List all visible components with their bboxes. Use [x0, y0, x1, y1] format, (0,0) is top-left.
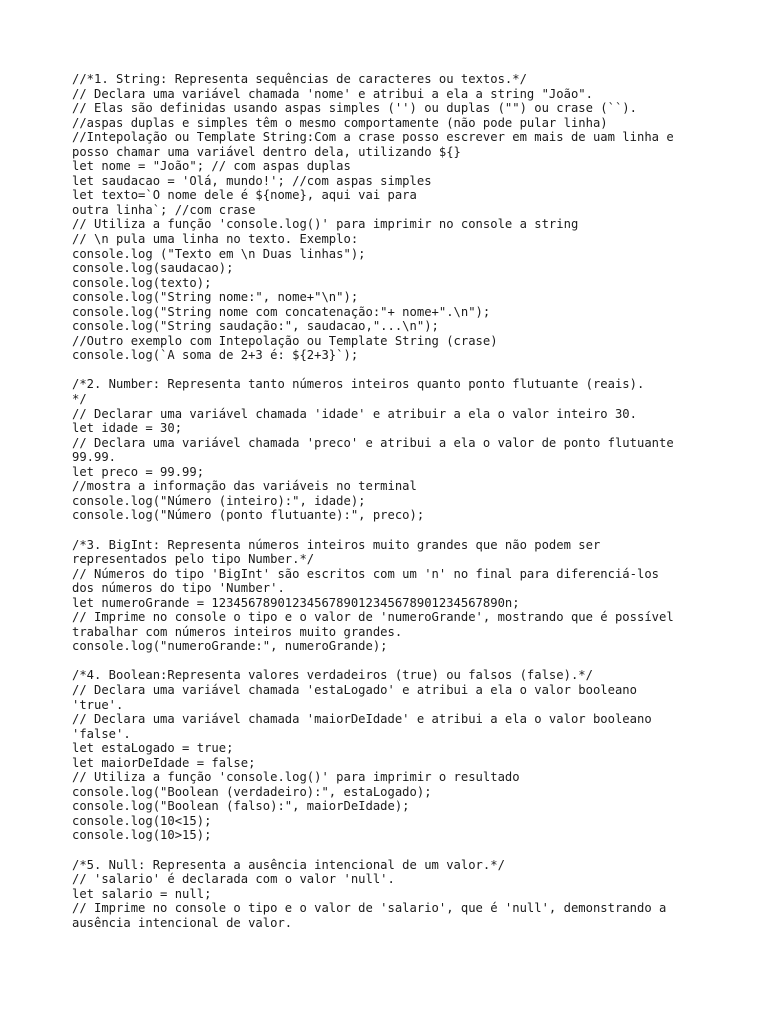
code-line: //mostra a informação das variáveis no terminal	[72, 479, 417, 494]
code-line: console.log(saudacao);	[72, 261, 234, 276]
code-line: let nome = "João"; // com aspas duplas	[72, 159, 351, 174]
code-line: console.log("Número (inteiro):", idade);	[72, 493, 366, 508]
code-line: 'true'.	[72, 697, 124, 712]
code-line: //aspas duplas e simples têm o mesmo comportamente (não pode pular linha)	[72, 115, 608, 130]
code-line: console.log(`A soma de 2+3 é: ${2+3}`);	[72, 348, 359, 363]
code-line: /*5. Null: Representa a ausência intencional de um valor.*/	[72, 857, 505, 872]
code-line: console.log ("Texto em \n Duas linhas");	[72, 246, 366, 261]
code-line: let maiorDeIdade = false;	[72, 755, 256, 770]
code-line: /*4. Boolean:Representa valores verdadeiros (true) ou falsos (false).*/	[72, 668, 593, 683]
code-line: // \n pula uma linha no texto. Exemplo:	[72, 232, 359, 247]
code-line: // Declarar uma variável chamada 'idade' e atribuir a ela o valor inteiro 30.	[72, 406, 637, 421]
code-line: let estaLogado = true;	[72, 741, 234, 756]
code-line: console.log("String nome com concatenação:"+ nome+".\n");	[72, 304, 491, 319]
code-line: console.log("String saudação:", saudacao,"...\n");	[72, 319, 439, 334]
code-line: let texto=`O nome dele é ${nome}, aqui vai para	[72, 188, 417, 203]
code-line: /*2. Number: Representa tanto números inteiros quanto ponto flutuante (reais).	[72, 377, 645, 392]
code-line: console.log("numeroGrande:", numeroGrande);	[72, 639, 388, 654]
section-string	[72, 72, 702, 363]
code-line: console.log("Boolean (verdadeiro):", estaLogado);	[72, 784, 432, 799]
code-line: let saudacao = 'Olá, mundo!'; //com aspas simples	[72, 173, 432, 188]
code-line: let salario = null;	[72, 886, 212, 901]
code-line: console.log(texto);	[72, 275, 212, 290]
section-null	[72, 858, 702, 931]
code-line: posso chamar uma variável dentro dela, utilizando ${}	[72, 144, 461, 159]
code-line: let preco = 99.99;	[72, 464, 205, 479]
code-line: console.log(10<15);	[72, 813, 212, 828]
code-line: 'false'.	[72, 726, 131, 741]
code-line: console.log("String nome:", nome+"\n");	[72, 290, 359, 305]
code-line: // Imprime no console o tipo e o valor de 'salario', que é 'null', demonstrando a	[72, 901, 667, 916]
section-boolean	[72, 668, 702, 843]
code-line: ausência intencional de valor.	[72, 915, 293, 930]
code-line: // Declara uma variável chamada 'maiorDeIdade' e atribui a ela o valor booleano	[72, 712, 652, 727]
code-line: trabalhar com números inteiros muito grandes.	[72, 624, 403, 639]
code-line: // Utiliza a função 'console.log()' para imprimir no console a string	[72, 217, 579, 232]
code-line: dos números do tipo 'Number'.	[72, 581, 285, 596]
code-line: // Números do tipo 'BigInt' são escritos com um 'n' no final para diferenciá-los	[72, 566, 659, 581]
code-line: console.log(10>15);	[72, 828, 212, 843]
code-line: // Imprime no console o tipo e o valor de 'numeroGrande', mostrando que é possível	[72, 610, 674, 625]
code-line: console.log("Boolean (falso):", maiorDeIdade);	[72, 799, 410, 814]
code-line: // 'salario' é declarada com o valor 'null'.	[72, 872, 395, 887]
code-line: 99.99.	[72, 450, 117, 465]
section-bigint	[72, 538, 702, 654]
code-line: // Utiliza a função 'console.log()' para imprimir o resultado	[72, 770, 520, 785]
document-page	[72, 72, 702, 945]
code-line: // Declara uma variável chamada 'estaLogado' e atribui a ela o valor booleano	[72, 682, 637, 697]
code-line: //*1. String: Representa sequências de caracteres ou textos.*/	[72, 72, 527, 86]
code-line: // Elas são definidas usando aspas simples ('') ou duplas ("") ou crase (``).	[72, 101, 637, 116]
section-number	[72, 377, 702, 522]
code-line: console.log("Número (ponto flutuante):", preco);	[72, 508, 425, 523]
code-line: outra linha`; //com crase	[72, 202, 256, 217]
code-line: /*3. BigInt: Representa números inteiros muito grandes que não podem ser	[72, 537, 601, 552]
code-line: let idade = 30;	[72, 421, 183, 436]
code-line: let numeroGrande = 1234567890123456789012345678901234567890n;	[72, 595, 520, 610]
code-line: representados pelo tipo Number.*/	[72, 552, 315, 567]
code-line: // Declara uma variável chamada 'preco' e atribui a ela o valor de ponto flutuante	[72, 435, 674, 450]
code-line: */	[72, 392, 87, 407]
code-line: // Declara uma variável chamada 'nome' e atribui a ela a string "João".	[72, 86, 593, 101]
code-line: //Outro exemplo com Intepolação ou Template String (crase)	[72, 333, 498, 348]
code-line: //Intepolação ou Template String:Com a crase posso escrever em mais de uam linha e	[72, 130, 674, 145]
